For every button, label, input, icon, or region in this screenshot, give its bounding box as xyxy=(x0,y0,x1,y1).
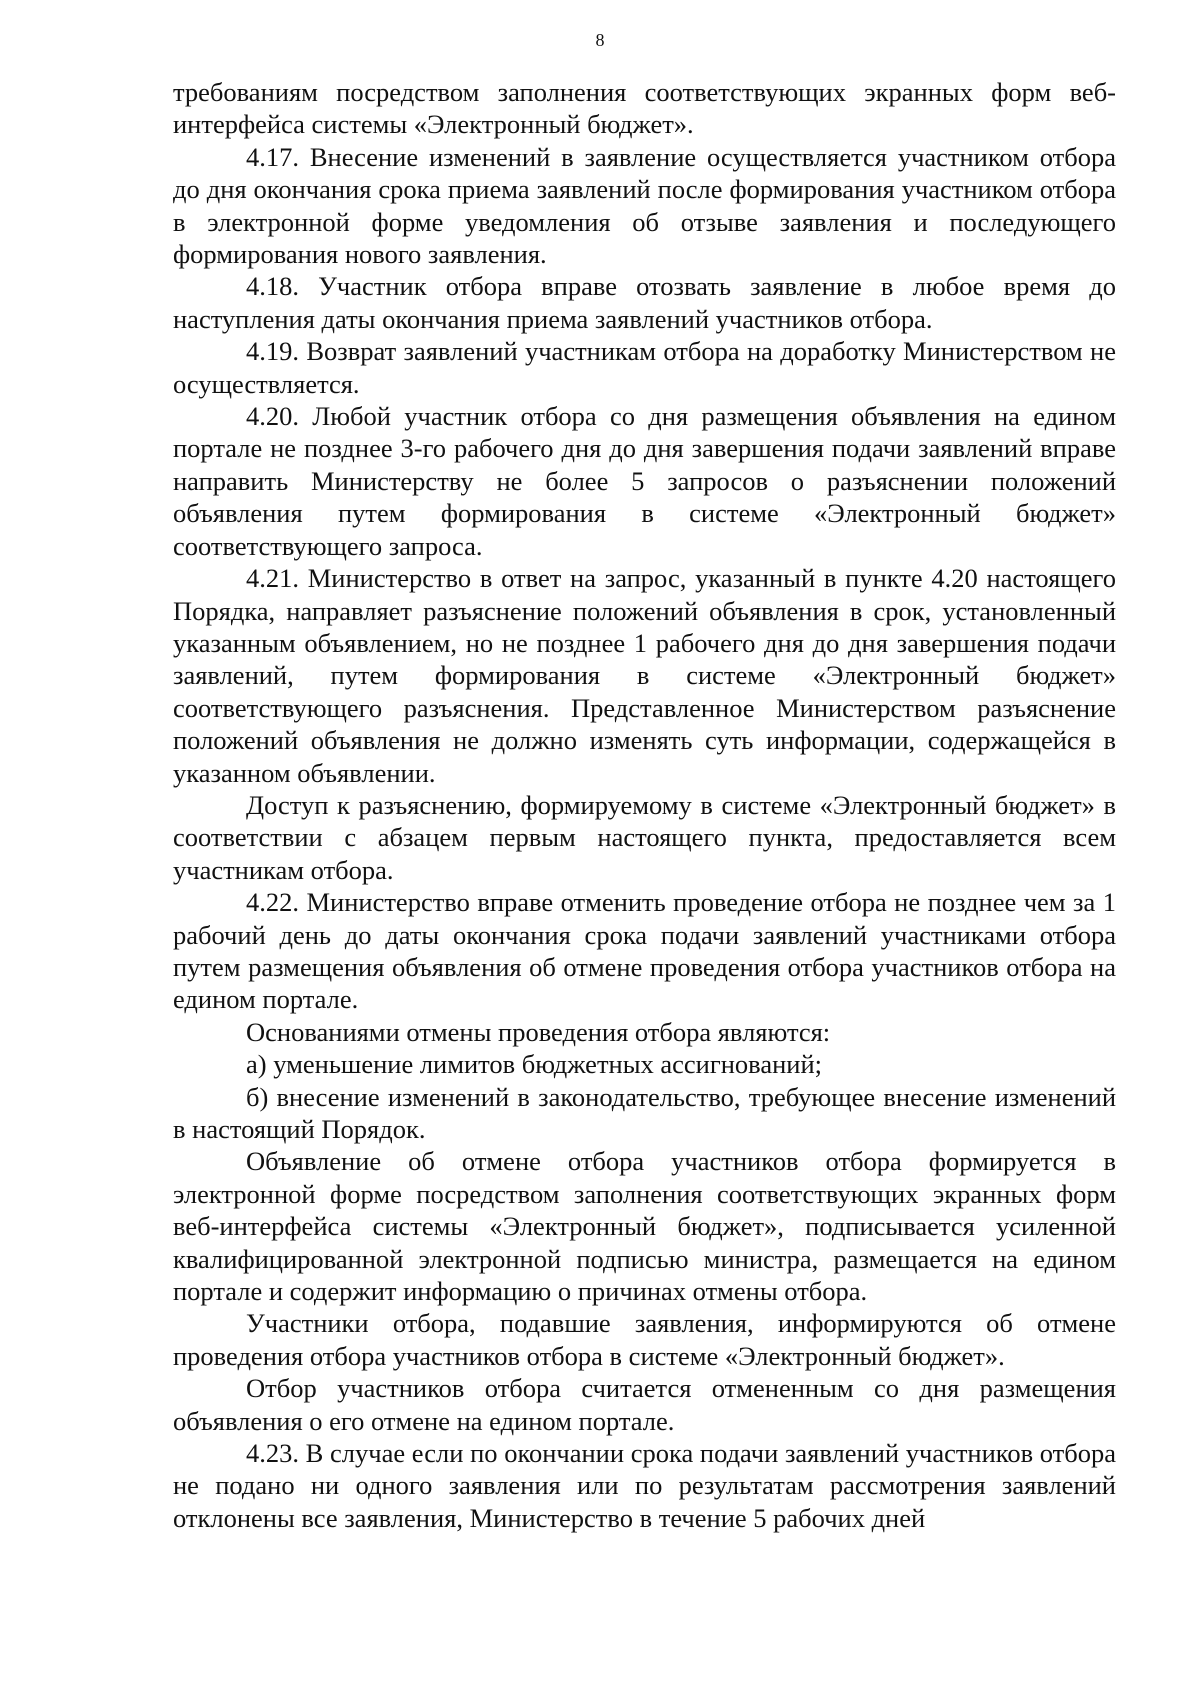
paragraph-4-17: 4.17. Внесение изменений в заявление осуществляется участником отбора до дня окончания срока приема заявлений после формирования участником отбора в электронной форме уведомления об отзыве заявления и последующего формирования нового заявления. xyxy=(173,141,1116,270)
paragraph-4-23: 4.23. В случае если по окончании срока подачи заявлений участников отбора не подано ни одного заявления или по результатам рассмотрения заявлений отклонены все заявления, Министерство в течение 5 рабочих дней xyxy=(173,1438,1116,1533)
list-item-b: б) внесение изменений в законодательство, требующее внесение изменений в настоящий Порядок. xyxy=(173,1081,1116,1144)
paragraph-4-19: 4.19. Возврат заявлений участникам отбора на доработку Министерством не осуществляется. xyxy=(173,336,1116,399)
paragraph-participants-informed: Участники отбора, подавшие заявления, информируются об отмене проведения отбора участников отбора в системе «Электронный бюджет». xyxy=(173,1308,1116,1371)
paragraph-cancellation-grounds: Основаниями отмены проведения отбора являются: xyxy=(246,1016,831,1047)
paragraph-access-clarification: Доступ к разъяснению, формируемому в системе «Электронный бюджет» в соответствии с абзацем первым настоящего пункта, предоставляется всем участникам отбора. xyxy=(173,789,1116,885)
paragraph-4-22: 4.22. Министерство вправе отменить проведение отбора не позднее чем за 1 рабочий день до даты окончания срока подачи заявлений участниками отбора путем размещения объявления об отмене проведения отбора участников отбора на едином портале. xyxy=(173,887,1116,1015)
paragraph-continuation: требованиям посредством заполнения соответствующих экранных форм веб-интерфейса системы «Электронный бюджет». xyxy=(173,77,1116,140)
paragraph-4-20: 4.20. Любой участник отбора со дня размещения объявления на едином портале не позднее 3-го рабочего дня до дня завершения подачи заявлений вправе направить Министерству не более 5 запросов о разъяснении положений объявления путем формирования в системе «Электронный бюджет» соответствующего запроса. xyxy=(173,401,1116,561)
paragraph-4-18: 4.18. Участник отбора вправе отозвать заявление в любое время до наступления даты окончания приема заявлений участников отбора. xyxy=(173,271,1116,334)
paragraph-4-21: 4.21. Министерство в ответ на запрос, указанный в пункте 4.20 настоящего Порядка, направляет разъяснение положений объявления в срок, установленный указанным объявлением, но не позднее 1 рабочего дня до дня завершения подачи заявлений, путем формирования в системе «Электронный бюджет» соответствующего разъяснения. Представленное Министерством разъяснение положений объявления не должно изменять суть информации, содержащейся в указанном объявлении. xyxy=(173,563,1116,788)
document-body xyxy=(173,76,1116,1534)
page-number: 8 xyxy=(595,30,605,50)
list-item-a: а) уменьшение лимитов бюджетных ассигнований; xyxy=(246,1049,822,1080)
paragraph-selection-cancelled: Отбор участников отбора считается отмененным со дня размещения объявления о его отмене на едином портале. xyxy=(173,1373,1116,1436)
paragraph-cancellation-announcement: Объявление об отмене отбора участников отбора формируется в электронной форме посредством заполнения соответствующих экранных форм веб-интерфейса системы «Электронный бюджет», подписывается усиленной квалифицированной электронной подписью министра, размещается на едином портале и содержит информацию о причинах отмены отбора. xyxy=(173,1146,1116,1307)
